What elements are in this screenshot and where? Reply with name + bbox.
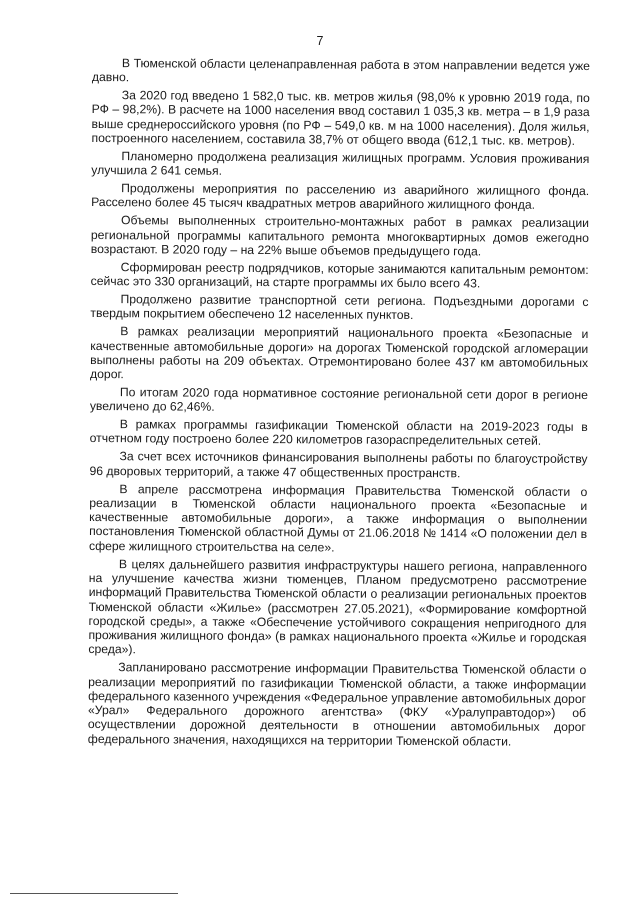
paragraph: По итогам 2020 года нормативное состояние региональной сети дорог в регионе увеличено до 62,46%. [89, 385, 588, 415]
paragraph: Продолжено развитие транспортной сети региона. Подъездными дорогами с твердым покрытием обеспечено 12 населенных пунктов. [90, 292, 589, 323]
paragraph: За 2020 год введено 1 582,0 тыс. кв. метров жилья (98,0% к уровню 2019 года, по РФ – 98,2%). В расчете на 1000 населения ввод составил 1 035,3 кв. метра – в 1,9 раза выше среднероссийского уровня (по РФ – 549,0 кв. м на 1000 населения). Доля жилья, построенного населением, составила 38,7% от общего ввода (612,1 тыс. кв. метров). [91, 88, 590, 149]
paragraph: Объемы выполненных строительно-монтажных работ в рамках реализации региональной программы капитального ремонта многоквартирных домов ежегодно возрастают. В 2020 году – на 22% выше объемов предыдущего года. [90, 213, 590, 259]
paragraph: В целях дальнейшего развития инфраструктуры нашего региона, направленного на улучшение качества жизни тюменцев, Планом предусмотрено рассмотрение информаций Правительства Тюменской области о реализации региональных проектов Тюменской области «Жилье» (рассмотрен 27.05.2021), «Формирование комфортной городской среды», а также «Обеспечение устойчивого сокращения непригодного для проживания жилищного фонда» (в рамках национального проекта «Жилье и городская среда»). [88, 556, 587, 657]
paragraph: Запланировано рассмотрение информации Правительства Тюменской области о реализации мероприятий по газификации Тюменской области, а также информации федерального казенного учреждения «Федеральное управление автомобильных дорог «Урал» Федерального дорожного агентства» (ФКУ «Уралуправтодор») об осуществлении дорожной деятельности в отношении автомобильных дорог федерального значения, находящихся на территории Тюменской области. [87, 660, 587, 749]
document-body [88, 56, 590, 749]
paragraph: Сформирован реестр подрядчиков, которые занимаются капитальным ремонтом: сейчас это 330 организаций, на старте программы их было всего 43. [90, 260, 589, 291]
paragraph: В Тюменской области целенаправленная работа в этом направлении ведется уже давно. [91, 56, 590, 85]
paragraph: Продолжены мероприятия по расселению из аварийного жилищного фонда. Расселено более 45 тысяч квадратных метров аварийного жилищного фонда. [91, 181, 590, 213]
paragraph: За счет всех источников финансирования выполнены работы по благоустройству 96 дворовых территорий, а также 47 общественных пространств. [89, 449, 588, 480]
paragraph: В апреле рассмотрена информация Правительства Тюменской области о реализации в Тюменской области национального проекта «Безопасные и качественные автомобильные дороги», а также информация о выполнении постановления Тюменской областной Думы от 21.06.2018 № 1414 «О положении дел в сфере жилищного строительства на селе». [88, 481, 588, 555]
paragraph: В рамках реализации мероприятий национального проекта «Безопасные и качественные автомобильные дороги» на дорогах Тюменской городской агломерации выполнены работы на 209 объектах. Отремонтировано более 437 км автомобильных дорог. [90, 324, 589, 382]
paragraph: В рамках программы газификации Тюменской области на 2019-2023 годы в отчетном году построено более 220 километров газораспределительных сетей. [89, 417, 588, 449]
footer-divider [10, 893, 178, 894]
paragraph: Планомерно продолжена реализация жилищных программ. Условия проживания улучшила 2 641 семья. [91, 149, 590, 179]
page-number: 7 [316, 34, 324, 48]
